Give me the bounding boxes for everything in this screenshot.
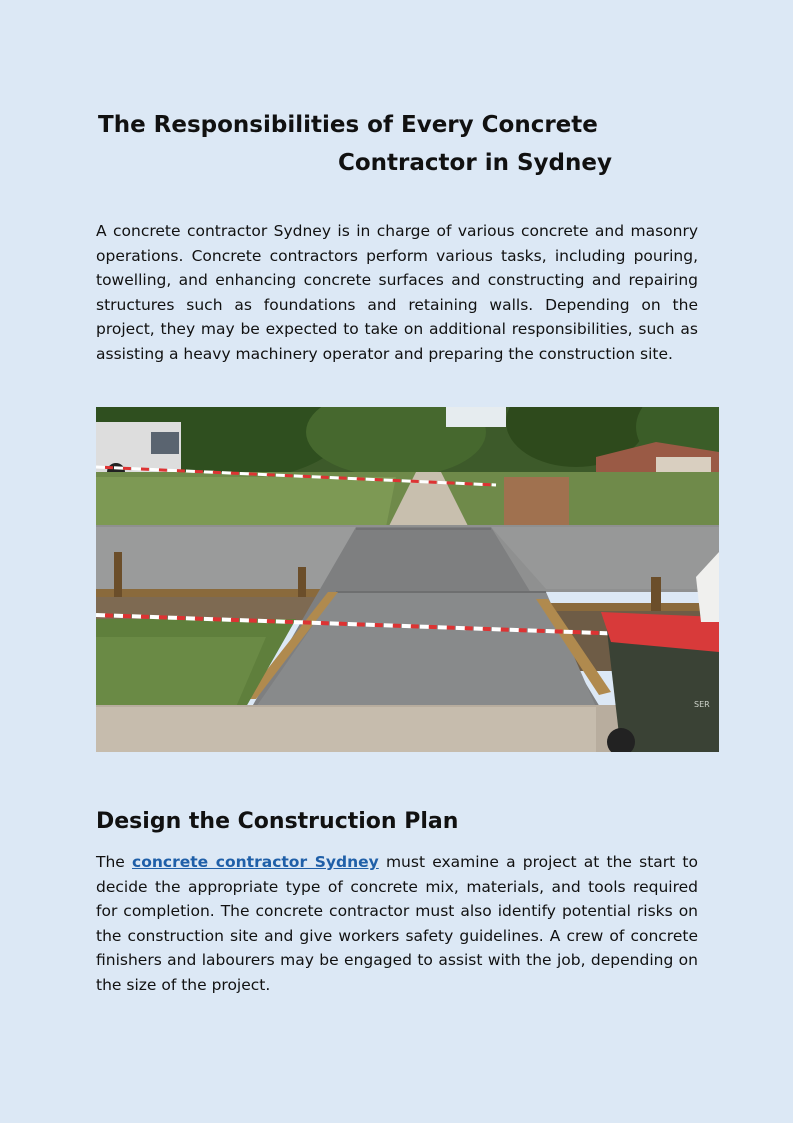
svg-text:SER: SER (694, 700, 710, 709)
title-line-2: Contractor in Sydney (338, 150, 612, 176)
concrete-pathway-photo (96, 407, 719, 752)
intro-paragraph: A concrete contractor Sydney is in charge of various concrete and masonry operations. Concrete contractors perform various tasks, including pouring, towelling, and enhancing concrete surfaces and constructing and repairing structures such as foundations and retaining walls. Depending on the project, they may be expected to take on additional responsibilities, such as assisting a heavy machinery operator and preparing the construction site. (96, 222, 698, 363)
design-text-after-link: must examine a project at the start to decide the appropriate type of concrete mix, materials, and tools required for completion. The concrete contractor must also identify potential risks on the construction site and give workers safety guidelines. A crew of concrete finishers and labourers may be engaged to assist with the job, depending on the size of the project. (96, 853, 698, 994)
title-line-1: The Responsibilities of Every Concrete (98, 112, 598, 138)
design-text-before-link: The (96, 853, 133, 871)
section-heading: Design the Construction Plan (96, 809, 459, 834)
document-title (96, 106, 696, 182)
design-paragraph (96, 850, 698, 998)
concrete-contractor-link[interactable]: concrete contractor Sydney (132, 853, 379, 871)
